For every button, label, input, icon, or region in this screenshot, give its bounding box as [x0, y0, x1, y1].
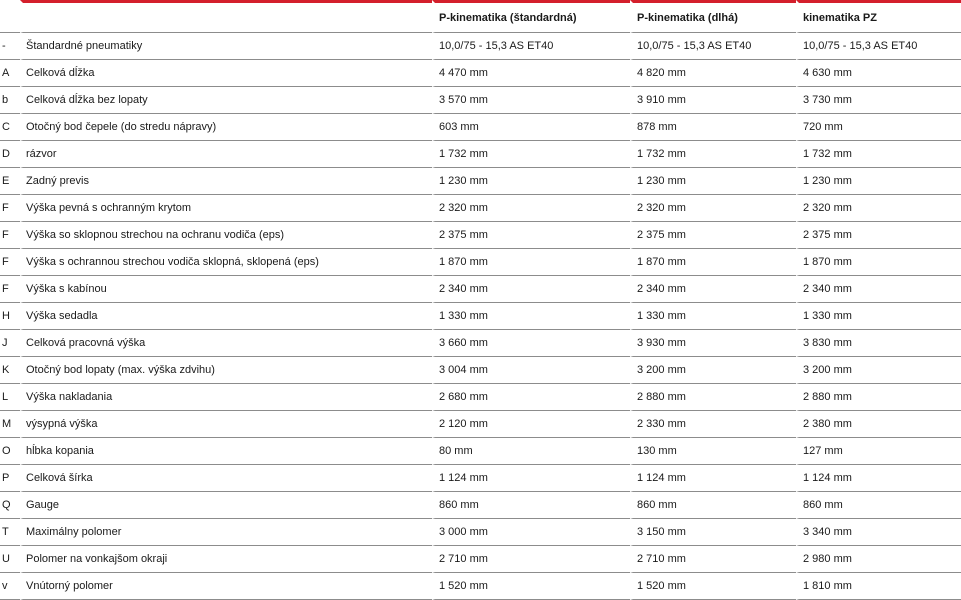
value-p-kinematika-long: 3 930 mm: [630, 330, 796, 357]
row-label: Výška pevná s ochranným krytom: [20, 195, 432, 222]
row-code: F: [0, 222, 20, 249]
value-p-kinematika-standard: 3 000 mm: [432, 519, 630, 546]
table-row: [0, 276, 961, 303]
row-code: Q: [0, 492, 20, 519]
value-p-kinematika-standard: 1 520 mm: [432, 573, 630, 600]
value-p-kinematika-standard: 1 330 mm: [432, 303, 630, 330]
value-p-kinematika-long: 10,0/75 - 15,3 AS ET40: [630, 33, 796, 60]
value-p-kinematika-long: 860 mm: [630, 492, 796, 519]
value-p-kinematika-standard: 10,0/75 - 15,3 AS ET40: [432, 33, 630, 60]
row-code: E: [0, 168, 20, 195]
column-header-p-kinematika-long: P-kinematika (dlhá): [630, 0, 796, 33]
table-row: [0, 195, 961, 222]
row-label: Celková šírka: [20, 465, 432, 492]
row-code: C: [0, 114, 20, 141]
value-kinematika-pz: 3 830 mm: [796, 330, 961, 357]
row-code: M: [0, 411, 20, 438]
value-kinematika-pz: 10,0/75 - 15,3 AS ET40: [796, 33, 961, 60]
value-p-kinematika-standard: 2 710 mm: [432, 546, 630, 573]
value-p-kinematika-standard: 3 570 mm: [432, 87, 630, 114]
row-label: Výška sedadla: [20, 303, 432, 330]
table-row: [0, 249, 961, 276]
value-kinematika-pz: 1 124 mm: [796, 465, 961, 492]
row-label: Výška s kabínou: [20, 276, 432, 303]
value-p-kinematika-standard: 1 230 mm: [432, 168, 630, 195]
row-label: rázvor: [20, 141, 432, 168]
value-kinematika-pz: 2 375 mm: [796, 222, 961, 249]
table-row: [0, 114, 961, 141]
row-code: b: [0, 87, 20, 114]
value-p-kinematika-standard: 4 470 mm: [432, 60, 630, 87]
table-row: [0, 519, 961, 546]
table-row: [0, 33, 961, 60]
row-label: Maximálny polomer: [20, 519, 432, 546]
value-p-kinematika-long: 1 230 mm: [630, 168, 796, 195]
value-p-kinematika-standard: 2 320 mm: [432, 195, 630, 222]
row-label: hĺbka kopania: [20, 438, 432, 465]
value-p-kinematika-standard: 2 120 mm: [432, 411, 630, 438]
value-p-kinematika-standard: 1 124 mm: [432, 465, 630, 492]
value-p-kinematika-standard: 3 004 mm: [432, 357, 630, 384]
row-label: Otočný bod čepele (do stredu nápravy): [20, 114, 432, 141]
value-p-kinematika-standard: 1 732 mm: [432, 141, 630, 168]
row-label: Výška s ochrannou strechou vodiča sklopná, sklopená (eps): [20, 249, 432, 276]
header-label-cell: [20, 0, 432, 33]
value-kinematika-pz: 1 330 mm: [796, 303, 961, 330]
value-p-kinematika-long: 130 mm: [630, 438, 796, 465]
value-p-kinematika-long: 1 124 mm: [630, 465, 796, 492]
value-p-kinematika-long: 1 330 mm: [630, 303, 796, 330]
row-label: Výška so sklopnou strechou na ochranu vodiča (eps): [20, 222, 432, 249]
value-p-kinematika-standard: 603 mm: [432, 114, 630, 141]
value-kinematika-pz: 2 980 mm: [796, 546, 961, 573]
value-p-kinematika-long: 1 520 mm: [630, 573, 796, 600]
value-p-kinematika-long: 2 375 mm: [630, 222, 796, 249]
table-row: [0, 87, 961, 114]
value-kinematika-pz: 2 340 mm: [796, 276, 961, 303]
row-code: P: [0, 465, 20, 492]
value-kinematika-pz: 860 mm: [796, 492, 961, 519]
table-row: [0, 546, 961, 573]
value-kinematika-pz: 1 732 mm: [796, 141, 961, 168]
table-row: [0, 465, 961, 492]
row-label: Celková dĺžka bez lopaty: [20, 87, 432, 114]
row-label: Zadný previs: [20, 168, 432, 195]
value-kinematika-pz: 3 200 mm: [796, 357, 961, 384]
value-kinematika-pz: 1 230 mm: [796, 168, 961, 195]
row-code: U: [0, 546, 20, 573]
row-label: Celková pracovná výška: [20, 330, 432, 357]
header-code-cell: [0, 0, 20, 33]
row-code: D: [0, 141, 20, 168]
table-row: [0, 60, 961, 87]
table-row: [0, 168, 961, 195]
value-p-kinematika-standard: 860 mm: [432, 492, 630, 519]
value-kinematika-pz: 3 340 mm: [796, 519, 961, 546]
row-label: Vnútorný polomer: [20, 573, 432, 600]
table-row: [0, 330, 961, 357]
row-label: Štandardné pneumatiky: [20, 33, 432, 60]
table-row: [0, 303, 961, 330]
value-p-kinematika-standard: 2 375 mm: [432, 222, 630, 249]
value-p-kinematika-long: 1 870 mm: [630, 249, 796, 276]
value-kinematika-pz: 2 880 mm: [796, 384, 961, 411]
row-code: H: [0, 303, 20, 330]
value-p-kinematika-standard: 3 660 mm: [432, 330, 630, 357]
row-label: Výška nakladania: [20, 384, 432, 411]
row-code: A: [0, 60, 20, 87]
value-p-kinematika-standard: 2 340 mm: [432, 276, 630, 303]
row-code: F: [0, 276, 20, 303]
value-p-kinematika-long: 878 mm: [630, 114, 796, 141]
row-code: F: [0, 249, 20, 276]
value-p-kinematika-long: 3 910 mm: [630, 87, 796, 114]
value-kinematika-pz: 3 730 mm: [796, 87, 961, 114]
row-label: Polomer na vonkajšom okraji: [20, 546, 432, 573]
row-code: L: [0, 384, 20, 411]
value-p-kinematika-standard: 80 mm: [432, 438, 630, 465]
value-p-kinematika-long: 4 820 mm: [630, 60, 796, 87]
row-code: J: [0, 330, 20, 357]
table-row: [0, 141, 961, 168]
table-row: [0, 492, 961, 519]
value-p-kinematika-standard: 1 870 mm: [432, 249, 630, 276]
value-p-kinematika-long: 1 732 mm: [630, 141, 796, 168]
table-header-row: [0, 0, 961, 33]
row-code: T: [0, 519, 20, 546]
value-kinematika-pz: 2 380 mm: [796, 411, 961, 438]
value-kinematika-pz: 127 mm: [796, 438, 961, 465]
row-code: -: [0, 33, 20, 60]
value-kinematika-pz: 720 mm: [796, 114, 961, 141]
table-row: [0, 573, 961, 600]
value-p-kinematika-long: 2 320 mm: [630, 195, 796, 222]
table-row: [0, 384, 961, 411]
value-kinematika-pz: 4 630 mm: [796, 60, 961, 87]
table-body: [0, 33, 961, 600]
value-p-kinematika-long: 2 340 mm: [630, 276, 796, 303]
value-p-kinematika-long: 2 710 mm: [630, 546, 796, 573]
table-row: [0, 222, 961, 249]
value-p-kinematika-long: 3 200 mm: [630, 357, 796, 384]
value-p-kinematika-long: 3 150 mm: [630, 519, 796, 546]
row-code: K: [0, 357, 20, 384]
row-code: O: [0, 438, 20, 465]
table-row: [0, 411, 961, 438]
value-p-kinematika-long: 2 330 mm: [630, 411, 796, 438]
value-p-kinematika-long: 2 880 mm: [630, 384, 796, 411]
value-p-kinematika-standard: 2 680 mm: [432, 384, 630, 411]
row-label: Gauge: [20, 492, 432, 519]
row-label: Otočný bod lopaty (max. výška zdvihu): [20, 357, 432, 384]
row-code: v: [0, 573, 20, 600]
row-label: Celková dĺžka: [20, 60, 432, 87]
row-label: výsypná výška: [20, 411, 432, 438]
column-header-p-kinematika-standard: P-kinematika (štandardná): [432, 0, 630, 33]
value-kinematika-pz: 2 320 mm: [796, 195, 961, 222]
column-header-kinematika-pz: kinematika PZ: [796, 0, 961, 33]
row-code: F: [0, 195, 20, 222]
table-row: [0, 438, 961, 465]
table-row: [0, 357, 961, 384]
value-kinematika-pz: 1 810 mm: [796, 573, 961, 600]
value-kinematika-pz: 1 870 mm: [796, 249, 961, 276]
